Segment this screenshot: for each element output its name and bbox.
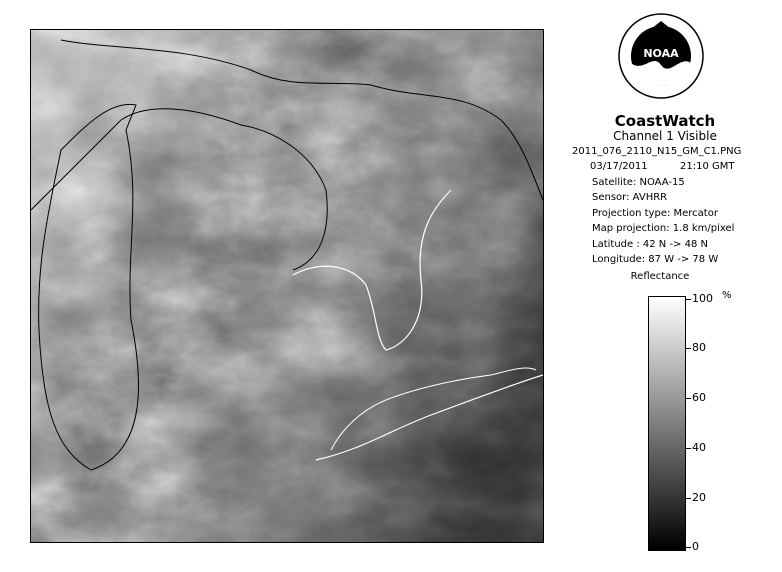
- projection-type-label: Projection type: Mercator: [592, 208, 718, 219]
- colorbar-title: Reflectance: [630, 271, 690, 282]
- colorbar-tick: [685, 398, 691, 399]
- colorbar-tick: [685, 547, 691, 548]
- map-projection-label: Map projection: 1.8 km/pixel: [592, 223, 735, 234]
- product-title: CoastWatch: [614, 112, 716, 130]
- reflectance-colorbar: [648, 296, 686, 551]
- colorbar-tick: [685, 299, 691, 300]
- noaa-logo-text: NOAA: [643, 47, 679, 60]
- colorbar-unit: %: [722, 290, 732, 301]
- colorbar-tick-label: 20: [692, 491, 706, 504]
- sensor-label: Sensor: AVHRR: [592, 192, 668, 203]
- longitude-label: Longitude: 87 W -> 78 W: [592, 254, 719, 265]
- colorbar-tick-label: 0: [692, 540, 699, 553]
- date-label: 03/17/2011: [590, 161, 648, 172]
- colorbar-tick: [685, 498, 691, 499]
- colorbar-tick: [685, 348, 691, 349]
- colorbar-tick: [685, 448, 691, 449]
- colorbar-tick-label: 40: [692, 441, 706, 454]
- channel-label: Channel 1 Visible: [613, 129, 717, 143]
- noaa-logo: [618, 13, 704, 99]
- time-label: 21:10 GMT: [680, 161, 735, 172]
- latitude-label: Latitude : 42 N -> 48 N: [592, 239, 708, 250]
- map-svg: [31, 30, 543, 542]
- imagery-shading: [31, 30, 543, 542]
- colorbar-tick-label: 60: [692, 391, 706, 404]
- satellite-map: [30, 29, 544, 543]
- colorbar-tick-label: 100: [692, 292, 713, 305]
- filename: 2011_076_2110_N15_GM_C1.PNG: [572, 146, 742, 157]
- colorbar-tick-label: 80: [692, 341, 706, 354]
- satellite-label: Satellite: NOAA-15: [592, 177, 685, 188]
